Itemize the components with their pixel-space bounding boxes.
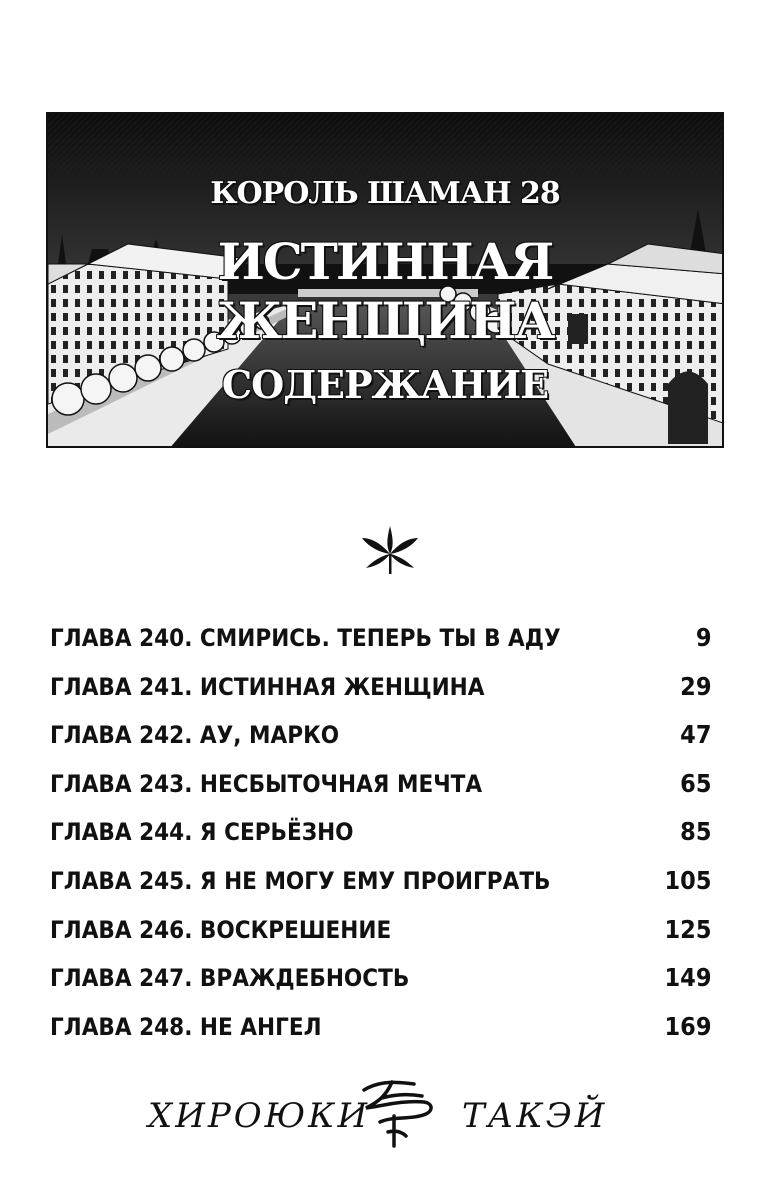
contents-heading: СОДЕРЖАНИЕ bbox=[221, 362, 549, 407]
chapter-title: ГЛАВА 243. НЕСБЫТОЧНАЯ МЕЧТА bbox=[50, 769, 483, 798]
page-number: 9 bbox=[695, 623, 712, 652]
chapter-title: ГЛАВА 244. Я СЕРЬЁЗНО bbox=[50, 818, 354, 847]
page-number: 105 bbox=[664, 865, 712, 895]
page-number: 65 bbox=[680, 768, 712, 798]
cover-banner bbox=[46, 112, 724, 448]
toc-entry[interactable] bbox=[50, 760, 712, 809]
toc-entry[interactable] bbox=[50, 1003, 712, 1052]
chapter-title: ГЛАВА 241. ИСТИННАЯ ЖЕНЩИНА bbox=[50, 672, 485, 701]
page-number: 29 bbox=[680, 671, 712, 701]
toc-entry[interactable] bbox=[50, 711, 712, 760]
page-number: 169 bbox=[664, 1011, 712, 1041]
toc-entry[interactable] bbox=[50, 808, 712, 857]
toc-entry[interactable] bbox=[50, 954, 712, 1003]
page-number: 149 bbox=[664, 963, 712, 993]
toc-entry[interactable] bbox=[50, 906, 712, 955]
leaf-icon bbox=[360, 524, 420, 576]
series-title: КОРОЛЬ ШАМАН 28 bbox=[210, 176, 560, 211]
page-number: 125 bbox=[664, 914, 712, 944]
volume-title: ИСТИННАЯ ЖЕНЩИНА bbox=[216, 232, 554, 350]
toc-entry[interactable] bbox=[50, 663, 712, 712]
signature-glyph-icon bbox=[352, 1072, 442, 1152]
author-first-name: ХИРОЮКИ bbox=[148, 1096, 371, 1136]
toc-entry[interactable] bbox=[50, 857, 712, 906]
toc-entry[interactable] bbox=[50, 614, 712, 663]
chapter-title: ГЛАВА 245. Я НЕ МОГУ ЕМУ ПРОИГРАТЬ bbox=[50, 866, 551, 895]
author-last-name: ТАКЭЙ bbox=[462, 1096, 608, 1136]
table-of-contents bbox=[50, 614, 712, 1051]
page-number: 85 bbox=[680, 817, 712, 847]
chapter-title: ГЛАВА 248. НЕ АНГЕЛ bbox=[50, 1012, 322, 1041]
chapter-title: ГЛАВА 247. ВРАЖДЕБНОСТЬ bbox=[50, 964, 410, 993]
chapter-title: ГЛАВА 240. СМИРИСЬ. ТЕПЕРЬ ТЫ В АДУ bbox=[50, 624, 561, 652]
page-number: 47 bbox=[680, 720, 712, 750]
chapter-title: ГЛАВА 246. ВОСКРЕШЕНИЕ bbox=[50, 915, 392, 944]
chapter-title: ГЛАВА 242. АУ, МАРКО bbox=[50, 721, 340, 750]
author-signature bbox=[0, 1072, 760, 1162]
